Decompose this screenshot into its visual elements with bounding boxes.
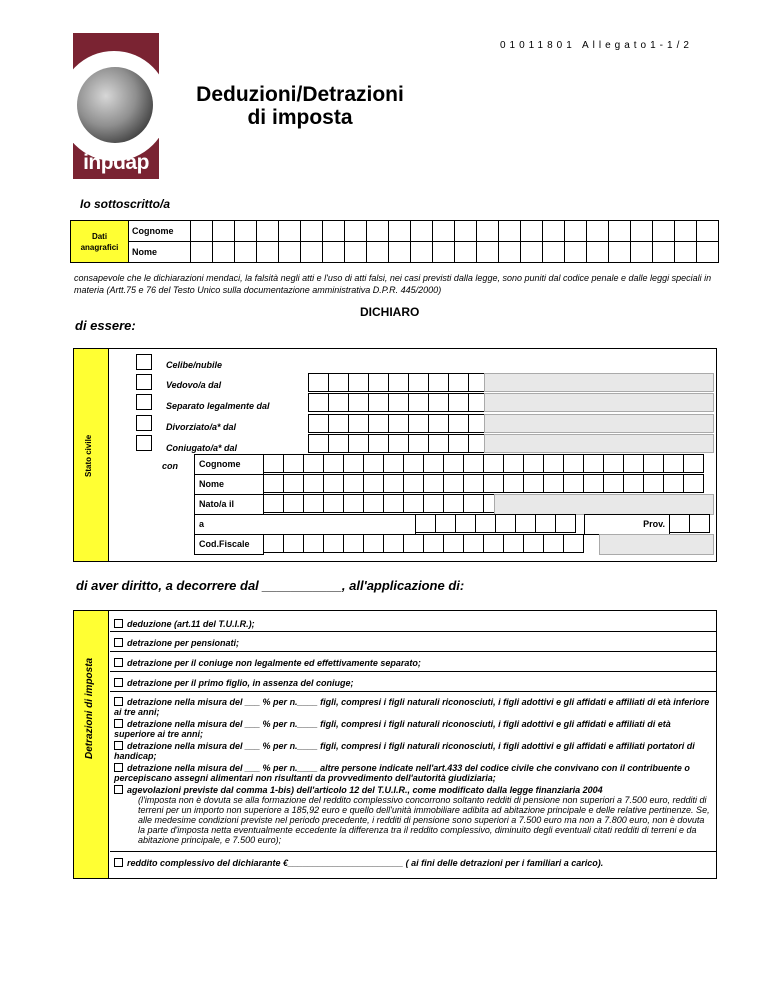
- coniugato-date-grid[interactable]: [309, 434, 489, 453]
- separato-label: Separato legalmente dal: [166, 401, 270, 411]
- document-code: 01011801 Allegato1-1/2: [500, 40, 693, 51]
- option-pensionati[interactable]: detrazione per pensionati;: [114, 638, 710, 648]
- option-primo-figlio[interactable]: detrazione per il primo figlio, in assenza del coniuge;: [114, 678, 710, 688]
- spouse-luogo-label: a: [194, 514, 416, 535]
- coniugato-label: Coniugato/a* dal: [166, 443, 238, 453]
- checkbox-icon[interactable]: [114, 719, 123, 728]
- checkbox-icon[interactable]: [114, 678, 123, 687]
- checkbox-icon[interactable]: [114, 858, 123, 867]
- divorziato-checkbox[interactable]: [136, 415, 152, 431]
- separato-checkbox[interactable]: [136, 394, 152, 410]
- option-figli-handicap[interactable]: detrazione nella misura del ___ % per n.____ figli, compresi i figli naturali riconosciuti, i figli adottivi e gli affidati e affiliati portatori di handicap;: [114, 741, 695, 761]
- di-essere-heading: di essere:: [75, 318, 136, 333]
- vedovo-date-grid[interactable]: [309, 373, 489, 392]
- stato-civile-section: [73, 348, 717, 562]
- checkbox-icon[interactable]: [114, 697, 123, 706]
- spouse-nome-grid[interactable]: [264, 474, 704, 493]
- globe-icon: [77, 67, 153, 143]
- celibe-checkbox[interactable]: [136, 354, 152, 370]
- vedovo-label: Vedovo/a dal: [166, 380, 222, 390]
- page-title: Deduzioni/Detrazioni di imposta: [196, 83, 404, 129]
- stato-civile-label: Stato civile: [84, 434, 93, 477]
- checkbox-icon[interactable]: [114, 619, 123, 628]
- checkbox-icon[interactable]: [114, 763, 123, 772]
- detrazioni-label: Detrazioni di imposta: [84, 657, 95, 759]
- divorziato-date-grid[interactable]: [309, 414, 489, 433]
- legal-disclaimer: consapevole che le dichiarazioni mendaci, la falsità negli atti e l'uso di atti falsi, nei casi previsti dalla legge, sono puniti dal codice penale e dalle leggi speciali in materia (Artt.75 e 76 del Testo Unico sulla documentazione amministrativa D.P.R. 445/2000): [74, 273, 712, 295]
- spouse-cognome-label: Cognome: [194, 454, 264, 475]
- dati-anagrafici-label: Dati anagrafici: [71, 221, 129, 263]
- cognome-label: Cognome: [129, 221, 191, 242]
- spouse-luogo-grid[interactable]: [416, 514, 576, 533]
- spouse-nato-label: Nato/a il: [194, 494, 264, 515]
- divorziato-label: Divorziato/a* dal: [166, 422, 237, 432]
- option-figli-inferiore-tre[interactable]: detrazione nella misura del ___ % per n.____ figli, compresi i figli naturali riconosciuti, i figli adottivi e gli affidati e affiliati di età inferiore ai tre anni;: [114, 697, 710, 717]
- spouse-codfisc-grid[interactable]: [264, 534, 584, 553]
- spouse-codfisc-label: Cod.Fiscale: [194, 534, 264, 555]
- con-label: con: [162, 461, 179, 471]
- checkbox-icon[interactable]: [114, 741, 123, 750]
- cognome-cell[interactable]: [191, 221, 213, 242]
- vedovo-checkbox[interactable]: [136, 374, 152, 390]
- spouse-cognome-grid[interactable]: [264, 454, 704, 473]
- option-altre-persone[interactable]: detrazione nella misura del ___ % per n.____ altre persone indicate nell'art.433 del codice civile che convivano con il contribuente o percepiscano assegni alimentari non risultanti da provvedimento dell'autorità giudiziaria;: [114, 763, 690, 783]
- coniugato-checkbox[interactable]: [136, 435, 152, 451]
- option-reddito-complessivo[interactable]: reddito complessivo del dichiarante €_______________________ ( ai fini delle detrazioni per i familiari a carico).: [114, 858, 710, 868]
- prov-label: Prov.: [584, 514, 670, 535]
- celibe-label: Celibe/nubile: [166, 360, 223, 370]
- spouse-nascita-grid[interactable]: [264, 494, 504, 513]
- detrazioni-section: [73, 610, 717, 879]
- option-coniuge[interactable]: detrazione per il coniuge non legalmente ed effettivamente separato;: [114, 658, 710, 668]
- nome-cell[interactable]: [191, 242, 213, 263]
- aver-diritto-heading: di aver diritto, a decorrere dal ___________, all'applicazione di:: [76, 578, 465, 593]
- checkbox-icon[interactable]: [114, 658, 123, 667]
- inpdap-logo: [73, 33, 159, 179]
- dati-anagrafici-table: [70, 220, 719, 263]
- option-figli-superiore-tre[interactable]: detrazione nella misura del ___ % per n.____ figli, compresi i figli naturali riconosciuti, i figli adottivi e gli affidati e affiliati di età superiore ai tre anni;: [114, 719, 671, 739]
- nome-label: Nome: [129, 242, 191, 263]
- prov-grid[interactable]: [670, 514, 710, 533]
- logo-text: inpdap: [83, 151, 149, 174]
- separato-date-grid[interactable]: [309, 393, 489, 412]
- sottoscritto-heading: Io sottoscritto/a: [80, 197, 171, 211]
- dichiaro-heading: DICHIARO: [360, 305, 420, 319]
- agevolazioni-note: (l'imposta non è dovuta se alla formazione del reddito complessivo concorrono soltanto redditi di pensione non superiori a 7.500 euro, redditi di terreni per un importo non superiore a 185,92 euro e quello dell'unità immobiliare adibita ad abitazione principale e delle relative pertinenze. Se, alle medesime condizioni previste nel periodo precedente, i redditi di pensione sono superiori a 7.500 euro ma non a 7.800 euro, non è dovuta la parte d'imposta netta eventualmente eccedente la differenza tra il reddito complessivo, diminuito degli eventuali citati redditi di terreni e da abitazione principale, e 7.500 euro);: [138, 795, 710, 845]
- spouse-nome-label: Nome: [194, 474, 264, 495]
- checkbox-icon[interactable]: [114, 785, 123, 794]
- checkbox-icon[interactable]: [114, 638, 123, 647]
- option-deduzione[interactable]: deduzione (art.11 del T.U.I.R.);: [114, 619, 710, 629]
- option-agevolazioni[interactable]: agevolazioni previste dal comma 1-bis) dell'articolo 12 del T.U.I.R., come modificato dalla legge finanziaria 2004 (l'imposta non è dovuta se alla formazione del reddito complessivo concorrono soltanto redditi di pensione non superiori a 7.500 euro, redditi di terreni per un importo non superiore a 185,92 euro e quello dell'unità immobiliare adibita ad abitazione principale e delle relative pertinenze. Se, alle medesime condizioni previste nel periodo precedente, i redditi di pensione sono superiori a 7.500 euro ma non a 7.800 euro, non è dovuta la parte d'imposta netta eventualmente eccedente la differenza tra il reddito complessivo, diminuito degli eventuali citati redditi di terreni e da abitazione principale, e 7.500 euro);: [114, 785, 710, 845]
